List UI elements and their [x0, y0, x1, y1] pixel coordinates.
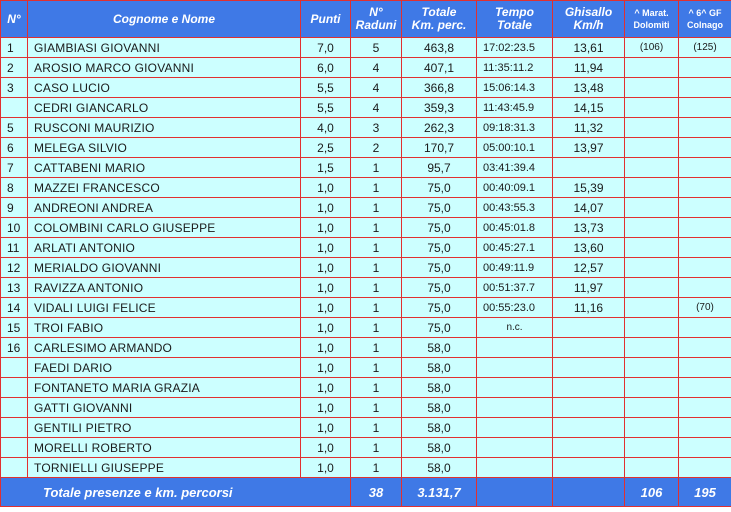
table-row [1, 118, 731, 138]
header-raduni [351, 1, 402, 38]
cell-name: CATTABENI MARIO [28, 158, 301, 178]
cell-speed [553, 398, 625, 418]
cell-km: 58,0 [402, 338, 477, 358]
table-row [1, 98, 731, 118]
table-row [1, 138, 731, 158]
cell-points: 1,0 [301, 338, 351, 358]
cell-raduni: 3 [351, 118, 402, 138]
cell-tempo [477, 338, 553, 358]
header-marat-line2: Dolomiti [633, 20, 670, 30]
cell-colnago [679, 58, 731, 78]
cell-raduni: 1 [351, 458, 402, 478]
cell-num [1, 458, 28, 478]
cell-colnago [679, 358, 731, 378]
cell-name: ARLATI ANTONIO [28, 238, 301, 258]
cell-num: 15 [1, 318, 28, 338]
cell-raduni: 1 [351, 378, 402, 398]
cell-marat [625, 438, 679, 458]
header-points: Punti [301, 1, 351, 38]
cell-marat [625, 238, 679, 258]
cell-speed: 15,39 [553, 178, 625, 198]
cell-marat [625, 358, 679, 378]
cell-points: 5,5 [301, 98, 351, 118]
cell-tempo: 17:02:23.5 [477, 38, 553, 58]
cell-marat [625, 298, 679, 318]
cell-colnago [679, 458, 731, 478]
cell-tempo: 05:00:10.1 [477, 138, 553, 158]
cell-raduni: 4 [351, 58, 402, 78]
header-marat [625, 1, 679, 38]
cell-name: MAZZEI FRANCESCO [28, 178, 301, 198]
cell-points: 6,0 [301, 58, 351, 78]
cell-points: 1,0 [301, 418, 351, 438]
cell-num: 9 [1, 198, 28, 218]
cell-marat [625, 78, 679, 98]
cell-raduni: 1 [351, 318, 402, 338]
cell-raduni: 1 [351, 418, 402, 438]
footer-km: 3.131,7 [402, 478, 477, 507]
cell-speed: 11,16 [553, 298, 625, 318]
cell-colnago [679, 318, 731, 338]
cell-num: 14 [1, 298, 28, 318]
cell-points: 1,0 [301, 278, 351, 298]
cell-tempo: 11:43:45.9 [477, 98, 553, 118]
cell-colnago [679, 178, 731, 198]
cell-name: FONTANETO MARIA GRAZIA [28, 378, 301, 398]
cell-tempo [477, 358, 553, 378]
cell-tempo [477, 378, 553, 398]
header-tempo [477, 1, 553, 38]
cell-points: 1,0 [301, 458, 351, 478]
footer-tempo-empty [477, 478, 553, 507]
cell-speed [553, 438, 625, 458]
cell-marat [625, 98, 679, 118]
header-speed-line1: Ghisallo [564, 5, 613, 19]
cell-marat [625, 58, 679, 78]
cell-points: 1,0 [301, 298, 351, 318]
cell-raduni: 5 [351, 38, 402, 58]
cell-marat [625, 118, 679, 138]
header-colnago-line2: Colnago [687, 20, 723, 30]
cell-marat [625, 338, 679, 358]
cell-name: ANDREONI ANDREA [28, 198, 301, 218]
cell-name: FAEDI DARIO [28, 358, 301, 378]
cell-km: 262,3 [402, 118, 477, 138]
cell-km: 75,0 [402, 278, 477, 298]
table-row [1, 378, 731, 398]
table-row [1, 438, 731, 458]
cell-km: 366,8 [402, 78, 477, 98]
cell-tempo: 03:41:39.4 [477, 158, 553, 178]
cell-num: 5 [1, 118, 28, 138]
cell-km: 58,0 [402, 418, 477, 438]
cell-speed: 13,60 [553, 238, 625, 258]
cell-marat [625, 278, 679, 298]
table-footer [1, 478, 731, 507]
cell-num: 6 [1, 138, 28, 158]
cell-km: 75,0 [402, 198, 477, 218]
cell-num [1, 98, 28, 118]
cell-speed [553, 158, 625, 178]
table-row [1, 298, 731, 318]
cell-num [1, 378, 28, 398]
cell-speed [553, 378, 625, 398]
cell-speed: 13,61 [553, 38, 625, 58]
cell-name: CASO LUCIO [28, 78, 301, 98]
cell-colnago [679, 258, 731, 278]
cell-speed: 13,73 [553, 218, 625, 238]
cell-points: 1,0 [301, 438, 351, 458]
cell-raduni: 1 [351, 298, 402, 318]
cell-num: 11 [1, 238, 28, 258]
cell-points: 1,0 [301, 258, 351, 278]
cell-colnago: (70) [679, 298, 731, 318]
cell-name: AROSIO MARCO GIOVANNI [28, 58, 301, 78]
cell-num: 7 [1, 158, 28, 178]
cell-raduni: 1 [351, 178, 402, 198]
cell-colnago [679, 418, 731, 438]
table-row [1, 398, 731, 418]
cell-marat [625, 258, 679, 278]
cell-speed [553, 318, 625, 338]
cell-num: 1 [1, 38, 28, 58]
cell-raduni: 1 [351, 438, 402, 458]
cell-speed: 11,32 [553, 118, 625, 138]
header-colnago [679, 1, 731, 38]
cell-km: 75,0 [402, 318, 477, 338]
cell-name: CARLESIMO ARMANDO [28, 338, 301, 358]
cell-marat [625, 178, 679, 198]
cell-colnago [679, 218, 731, 238]
cell-colnago [679, 78, 731, 98]
cell-tempo [477, 398, 553, 418]
header-raduni-line1: N° [369, 5, 383, 19]
cell-speed [553, 418, 625, 438]
cell-speed: 14,15 [553, 98, 625, 118]
cell-tempo: 00:49:11.9 [477, 258, 553, 278]
cell-km: 359,3 [402, 98, 477, 118]
cell-name: GENTILI PIETRO [28, 418, 301, 438]
cell-marat [625, 378, 679, 398]
cell-tempo: 11:35:11.2 [477, 58, 553, 78]
cell-colnago [679, 278, 731, 298]
cell-speed [553, 358, 625, 378]
footer-raduni: 38 [351, 478, 402, 507]
header-tempo-line2: Totale [497, 18, 532, 32]
table-row [1, 238, 731, 258]
cell-km: 170,7 [402, 138, 477, 158]
table-row [1, 78, 731, 98]
cell-km: 75,0 [402, 298, 477, 318]
cell-speed: 13,48 [553, 78, 625, 98]
cell-colnago [679, 238, 731, 258]
cell-name: MELEGA SILVIO [28, 138, 301, 158]
cell-points: 1,0 [301, 358, 351, 378]
cell-tempo: 09:18:31.3 [477, 118, 553, 138]
cell-tempo: 00:40:09.1 [477, 178, 553, 198]
cell-name: RAVIZZA ANTONIO [28, 278, 301, 298]
cell-tempo: 15:06:14.3 [477, 78, 553, 98]
cell-tempo [477, 418, 553, 438]
cell-tempo: 00:45:27.1 [477, 238, 553, 258]
cell-raduni: 4 [351, 98, 402, 118]
cell-km: 75,0 [402, 218, 477, 238]
cell-points: 1,0 [301, 178, 351, 198]
header-km [402, 1, 477, 38]
cell-colnago: (125) [679, 38, 731, 58]
table-row [1, 318, 731, 338]
cell-num: 12 [1, 258, 28, 278]
cell-points: 7,0 [301, 38, 351, 58]
cell-speed: 13,97 [553, 138, 625, 158]
cell-colnago [679, 158, 731, 178]
table-row [1, 278, 731, 298]
cell-tempo [477, 438, 553, 458]
cell-colnago [679, 378, 731, 398]
cell-num: 2 [1, 58, 28, 78]
table-row [1, 158, 731, 178]
cell-marat [625, 138, 679, 158]
cell-marat [625, 158, 679, 178]
cell-points: 2,5 [301, 138, 351, 158]
cell-km: 95,7 [402, 158, 477, 178]
cell-marat [625, 218, 679, 238]
header-num: N° [1, 1, 28, 38]
cell-tempo: 00:55:23.0 [477, 298, 553, 318]
cell-speed: 14,07 [553, 198, 625, 218]
cell-marat [625, 198, 679, 218]
table-header [1, 1, 731, 38]
cell-num [1, 398, 28, 418]
cell-km: 58,0 [402, 398, 477, 418]
cell-raduni: 1 [351, 218, 402, 238]
header-raduni-line2: Raduni [355, 18, 397, 32]
cell-points: 1,0 [301, 378, 351, 398]
cell-raduni: 1 [351, 158, 402, 178]
cell-points: 4,0 [301, 118, 351, 138]
cell-raduni: 1 [351, 278, 402, 298]
cell-marat [625, 318, 679, 338]
table-row [1, 358, 731, 378]
cell-tempo: 00:51:37.7 [477, 278, 553, 298]
cell-points: 5,5 [301, 78, 351, 98]
cell-points: 1,5 [301, 158, 351, 178]
cell-name: MORELLI ROBERTO [28, 438, 301, 458]
header-speed [553, 1, 625, 38]
cell-km: 407,1 [402, 58, 477, 78]
cell-speed: 11,94 [553, 58, 625, 78]
cell-tempo: n.c. [477, 318, 553, 338]
cell-colnago [679, 118, 731, 138]
header-marat-line1: ^ Marat. [634, 8, 669, 18]
cell-points: 1,0 [301, 218, 351, 238]
header-speed-line2: Km/h [573, 18, 604, 32]
cell-speed: 11,97 [553, 278, 625, 298]
cell-marat [625, 398, 679, 418]
header-colnago-line1: ^ 6^ GF [688, 8, 722, 18]
cell-name: TORNIELLI GIUSEPPE [28, 458, 301, 478]
cell-km: 463,8 [402, 38, 477, 58]
cell-marat: (106) [625, 38, 679, 58]
cell-raduni: 1 [351, 258, 402, 278]
cell-name: TROI FABIO [28, 318, 301, 338]
cell-name: GATTI GIOVANNI [28, 398, 301, 418]
cell-num [1, 358, 28, 378]
cell-km: 75,0 [402, 178, 477, 198]
table-row [1, 58, 731, 78]
cell-speed: 12,57 [553, 258, 625, 278]
header-name: Cognome e Nome [28, 1, 301, 38]
cell-colnago [679, 198, 731, 218]
cell-colnago [679, 438, 731, 458]
cell-num: 3 [1, 78, 28, 98]
cell-marat [625, 418, 679, 438]
cell-points: 1,0 [301, 198, 351, 218]
cell-raduni: 1 [351, 338, 402, 358]
cell-points: 1,0 [301, 238, 351, 258]
table-row [1, 198, 731, 218]
table-row [1, 38, 731, 58]
cell-num: 10 [1, 218, 28, 238]
cell-speed [553, 458, 625, 478]
cell-colnago [679, 338, 731, 358]
cell-raduni: 1 [351, 358, 402, 378]
footer-label: Totale presenze e km. percorsi [1, 478, 351, 507]
cell-km: 75,0 [402, 238, 477, 258]
footer-marat: 106 [625, 478, 679, 507]
cell-tempo: 00:45:01.8 [477, 218, 553, 238]
cell-raduni: 2 [351, 138, 402, 158]
table-row [1, 178, 731, 198]
footer-speed-empty [553, 478, 625, 507]
cell-name: VIDALI LUIGI FELICE [28, 298, 301, 318]
cell-km: 58,0 [402, 378, 477, 398]
cell-raduni: 1 [351, 238, 402, 258]
cell-raduni: 1 [351, 198, 402, 218]
table-row [1, 258, 731, 278]
cell-num: 16 [1, 338, 28, 358]
cell-name: COLOMBINI CARLO GIUSEPPE [28, 218, 301, 238]
cell-km: 58,0 [402, 438, 477, 458]
cell-tempo: 00:43:55.3 [477, 198, 553, 218]
table-row [1, 218, 731, 238]
table-body [1, 38, 731, 478]
cell-num: 13 [1, 278, 28, 298]
header-km-line2: Km. perc. [411, 18, 467, 32]
cell-colnago [679, 138, 731, 158]
table-row [1, 458, 731, 478]
cell-km: 75,0 [402, 258, 477, 278]
cell-points: 1,0 [301, 398, 351, 418]
cell-colnago [679, 98, 731, 118]
table-row [1, 418, 731, 438]
cell-raduni: 4 [351, 78, 402, 98]
cell-points: 1,0 [301, 318, 351, 338]
cell-km: 58,0 [402, 358, 477, 378]
header-tempo-line1: Tempo [495, 5, 534, 19]
cell-speed [553, 338, 625, 358]
cell-num: 8 [1, 178, 28, 198]
table-row [1, 338, 731, 358]
header-km-line1: Totale [421, 5, 457, 19]
cell-name: RUSCONI MAURIZIO [28, 118, 301, 138]
cell-num [1, 418, 28, 438]
cell-colnago [679, 398, 731, 418]
cell-name: MERIALDO GIOVANNI [28, 258, 301, 278]
cell-name: CEDRI GIANCARLO [28, 98, 301, 118]
cell-name: GIAMBIASI GIOVANNI [28, 38, 301, 58]
cell-km: 58,0 [402, 458, 477, 478]
cell-raduni: 1 [351, 398, 402, 418]
cell-num [1, 438, 28, 458]
cell-marat [625, 458, 679, 478]
cell-tempo [477, 458, 553, 478]
footer-colnago: 195 [679, 478, 731, 507]
